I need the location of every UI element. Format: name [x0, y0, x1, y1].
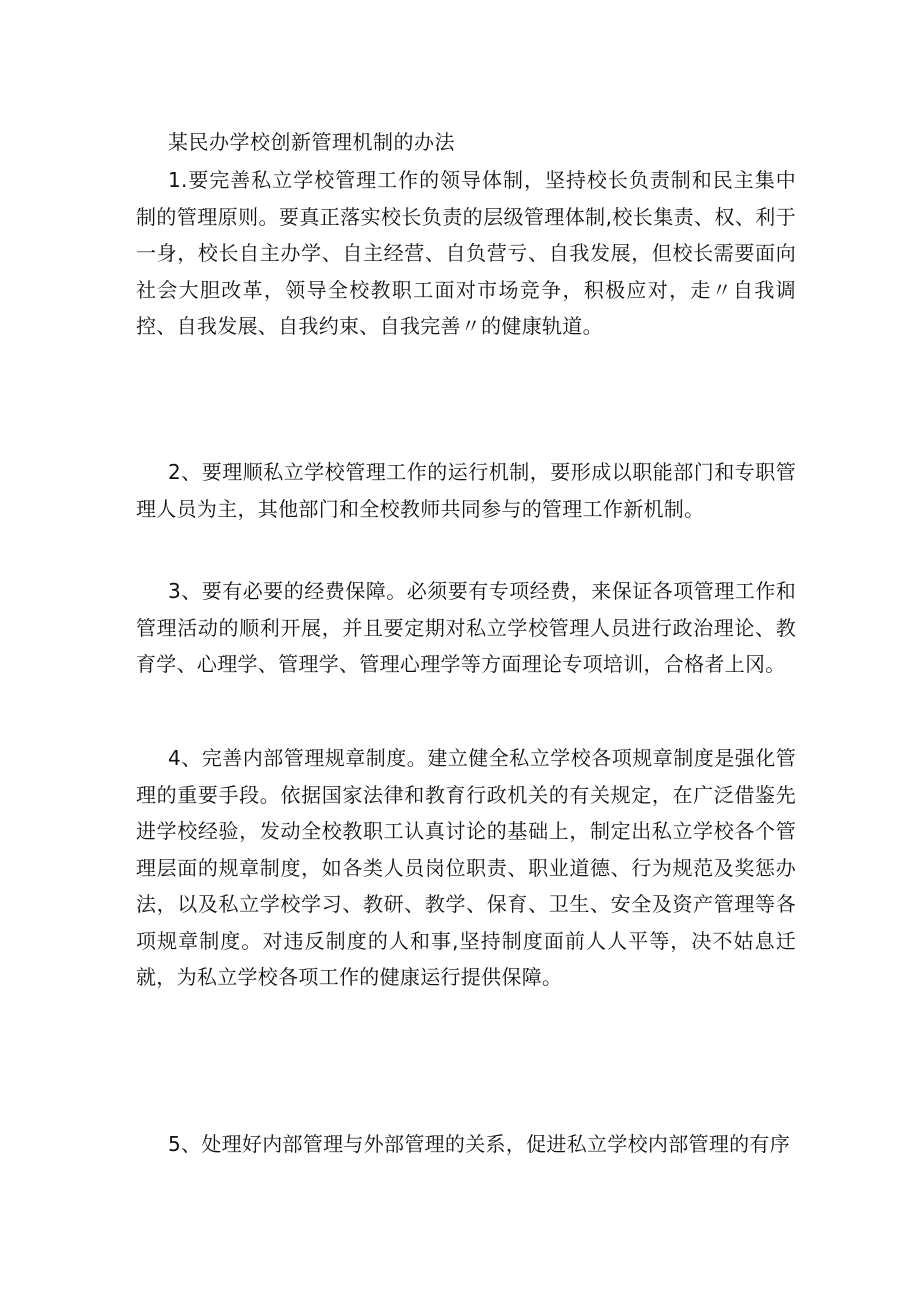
paragraph-4: 4、完善内部管理规章制度。建立健全私立学校各项规章制度是强化管理的重要手段。依据国家法律和教育行政机关的有关规定，在广泛借鉴先进学校经验，发动全校教职工认真讨论的基础上，制定出私立学校各个管理层面的规章制度，如各类人员岗位职责、职业道德、行为规范及奖惩办法，以及私立学校学习、教研、教学、保育、卫生、安全及资产管理等各项规章制度。对违反制度的人和事,坚持制度面前人人平等，决不姑息迁就，为私立学校各项工作的健康运行提供保障。: [136, 746, 796, 989]
document-title: 某民办学校创新管理机制的办法: [168, 130, 455, 154]
paragraph-5: 5、处理好内部管理与外部管理的关系，促进私立学校内部管理的有序: [168, 1132, 791, 1156]
paragraph-3: 3、要有必要的经费保障。必须要有专项经费，来保证各项管理工作和管理活动的顺利开展，并且要定期对私立学校管理人员进行政治理论、教育学、心理学、管理学、管理心理学等方面理论专项培训，合格者上冈。: [136, 579, 796, 676]
paragraph-2: 2、要理顺私立学校管理工作的运行机制，要形成以职能部门和专职管理人员为主，其他部门和全校教师共同参与的管理工作新机制。: [136, 460, 796, 521]
paragraph-1: 1.要完善私立学校管理工作的领导体制，坚持校长负责制和民主集中制的管理原则。要真正落实校长负责的层级管理体制,校长集责、权、利于一身，校长自主办学、自主经营、自负营亏、自我发展，但校长需要面向社会大胆改革，领导全校教职工面对市场竞争，积极应对，走〃自我调控、自我发展、自我约束、自我完善〃的健康轨道。: [136, 168, 796, 338]
